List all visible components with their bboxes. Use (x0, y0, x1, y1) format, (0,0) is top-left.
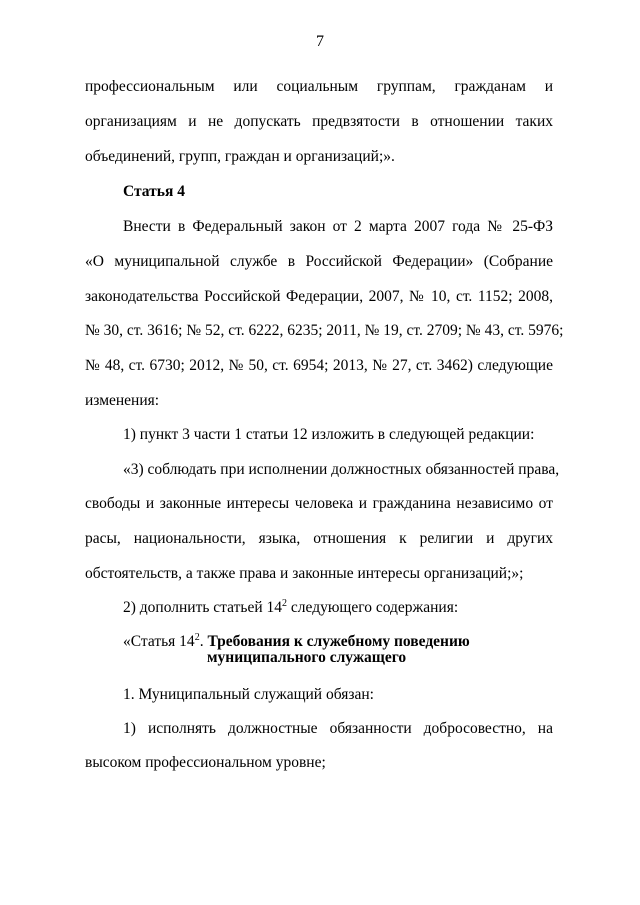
text-line: законодательства Российской Федерации, 2007, № 10, ст. 1152; 2008, (85, 288, 553, 305)
article-heading-dot: . (199, 633, 204, 650)
article-title: Статья 4 (123, 183, 185, 200)
text-line: изменения: (85, 392, 160, 409)
item-2-text-end: следующего содержания: (287, 599, 459, 616)
article-heading-prefix: «Статья 14 (123, 633, 195, 650)
page-number: 7 (316, 33, 324, 50)
text-line: высоком профессиональном уровне; (85, 754, 326, 771)
item-2-text: 2) дополнить статьей 14 (123, 599, 283, 616)
text-line: объединений, групп, граждан и организаций;». (85, 148, 395, 165)
text-line: обстоятельств, а также права и законные интересы организаций;»; (85, 565, 524, 582)
item-2-superscript: 2 (282, 598, 288, 609)
item-2-line (123, 598, 553, 618)
text-line: 1) исполнять должностные обязанности добросовестно, на (123, 720, 553, 737)
article-heading-title: Требования к служебному поведению (207, 633, 470, 650)
text-line: № 30, ст. 3616; № 52, ст. 6222, 6235; 2011, № 19, ст. 2709; № 43, ст. 5976; (85, 322, 564, 339)
text-line: организациям и не допускать предвзятости в отношении таких (85, 113, 553, 130)
article-heading-title-line2: муниципального служащего (207, 649, 407, 666)
text-line: профессиональным или социальным группам, гражданам и (85, 78, 553, 95)
text-line: расы, национальности, языка, отношения к религии и других (85, 530, 553, 547)
text-line: свободы и законные интересы человека и гражданина независимо от (85, 495, 553, 512)
article-heading-superscript: 2 (194, 632, 200, 643)
text-line: Внести в Федеральный закон от 2 марта 2007 года № 25-ФЗ (123, 218, 553, 235)
text-line: 1) пункт 3 части 1 статьи 12 изложить в следующей редакции: (123, 426, 535, 443)
text-line: 1. Муниципальный служащий обязан: (123, 686, 374, 703)
text-line: № 48, ст. 6730; 2012, № 50, ст. 6954; 2013, № 27, ст. 3462) следующие (85, 357, 553, 374)
text-line: «3) соблюдать при исполнении должностных обязанностей права, (123, 461, 560, 478)
text-line: «О муниципальной службе в Российской Федерации» (Собрание (85, 253, 553, 270)
